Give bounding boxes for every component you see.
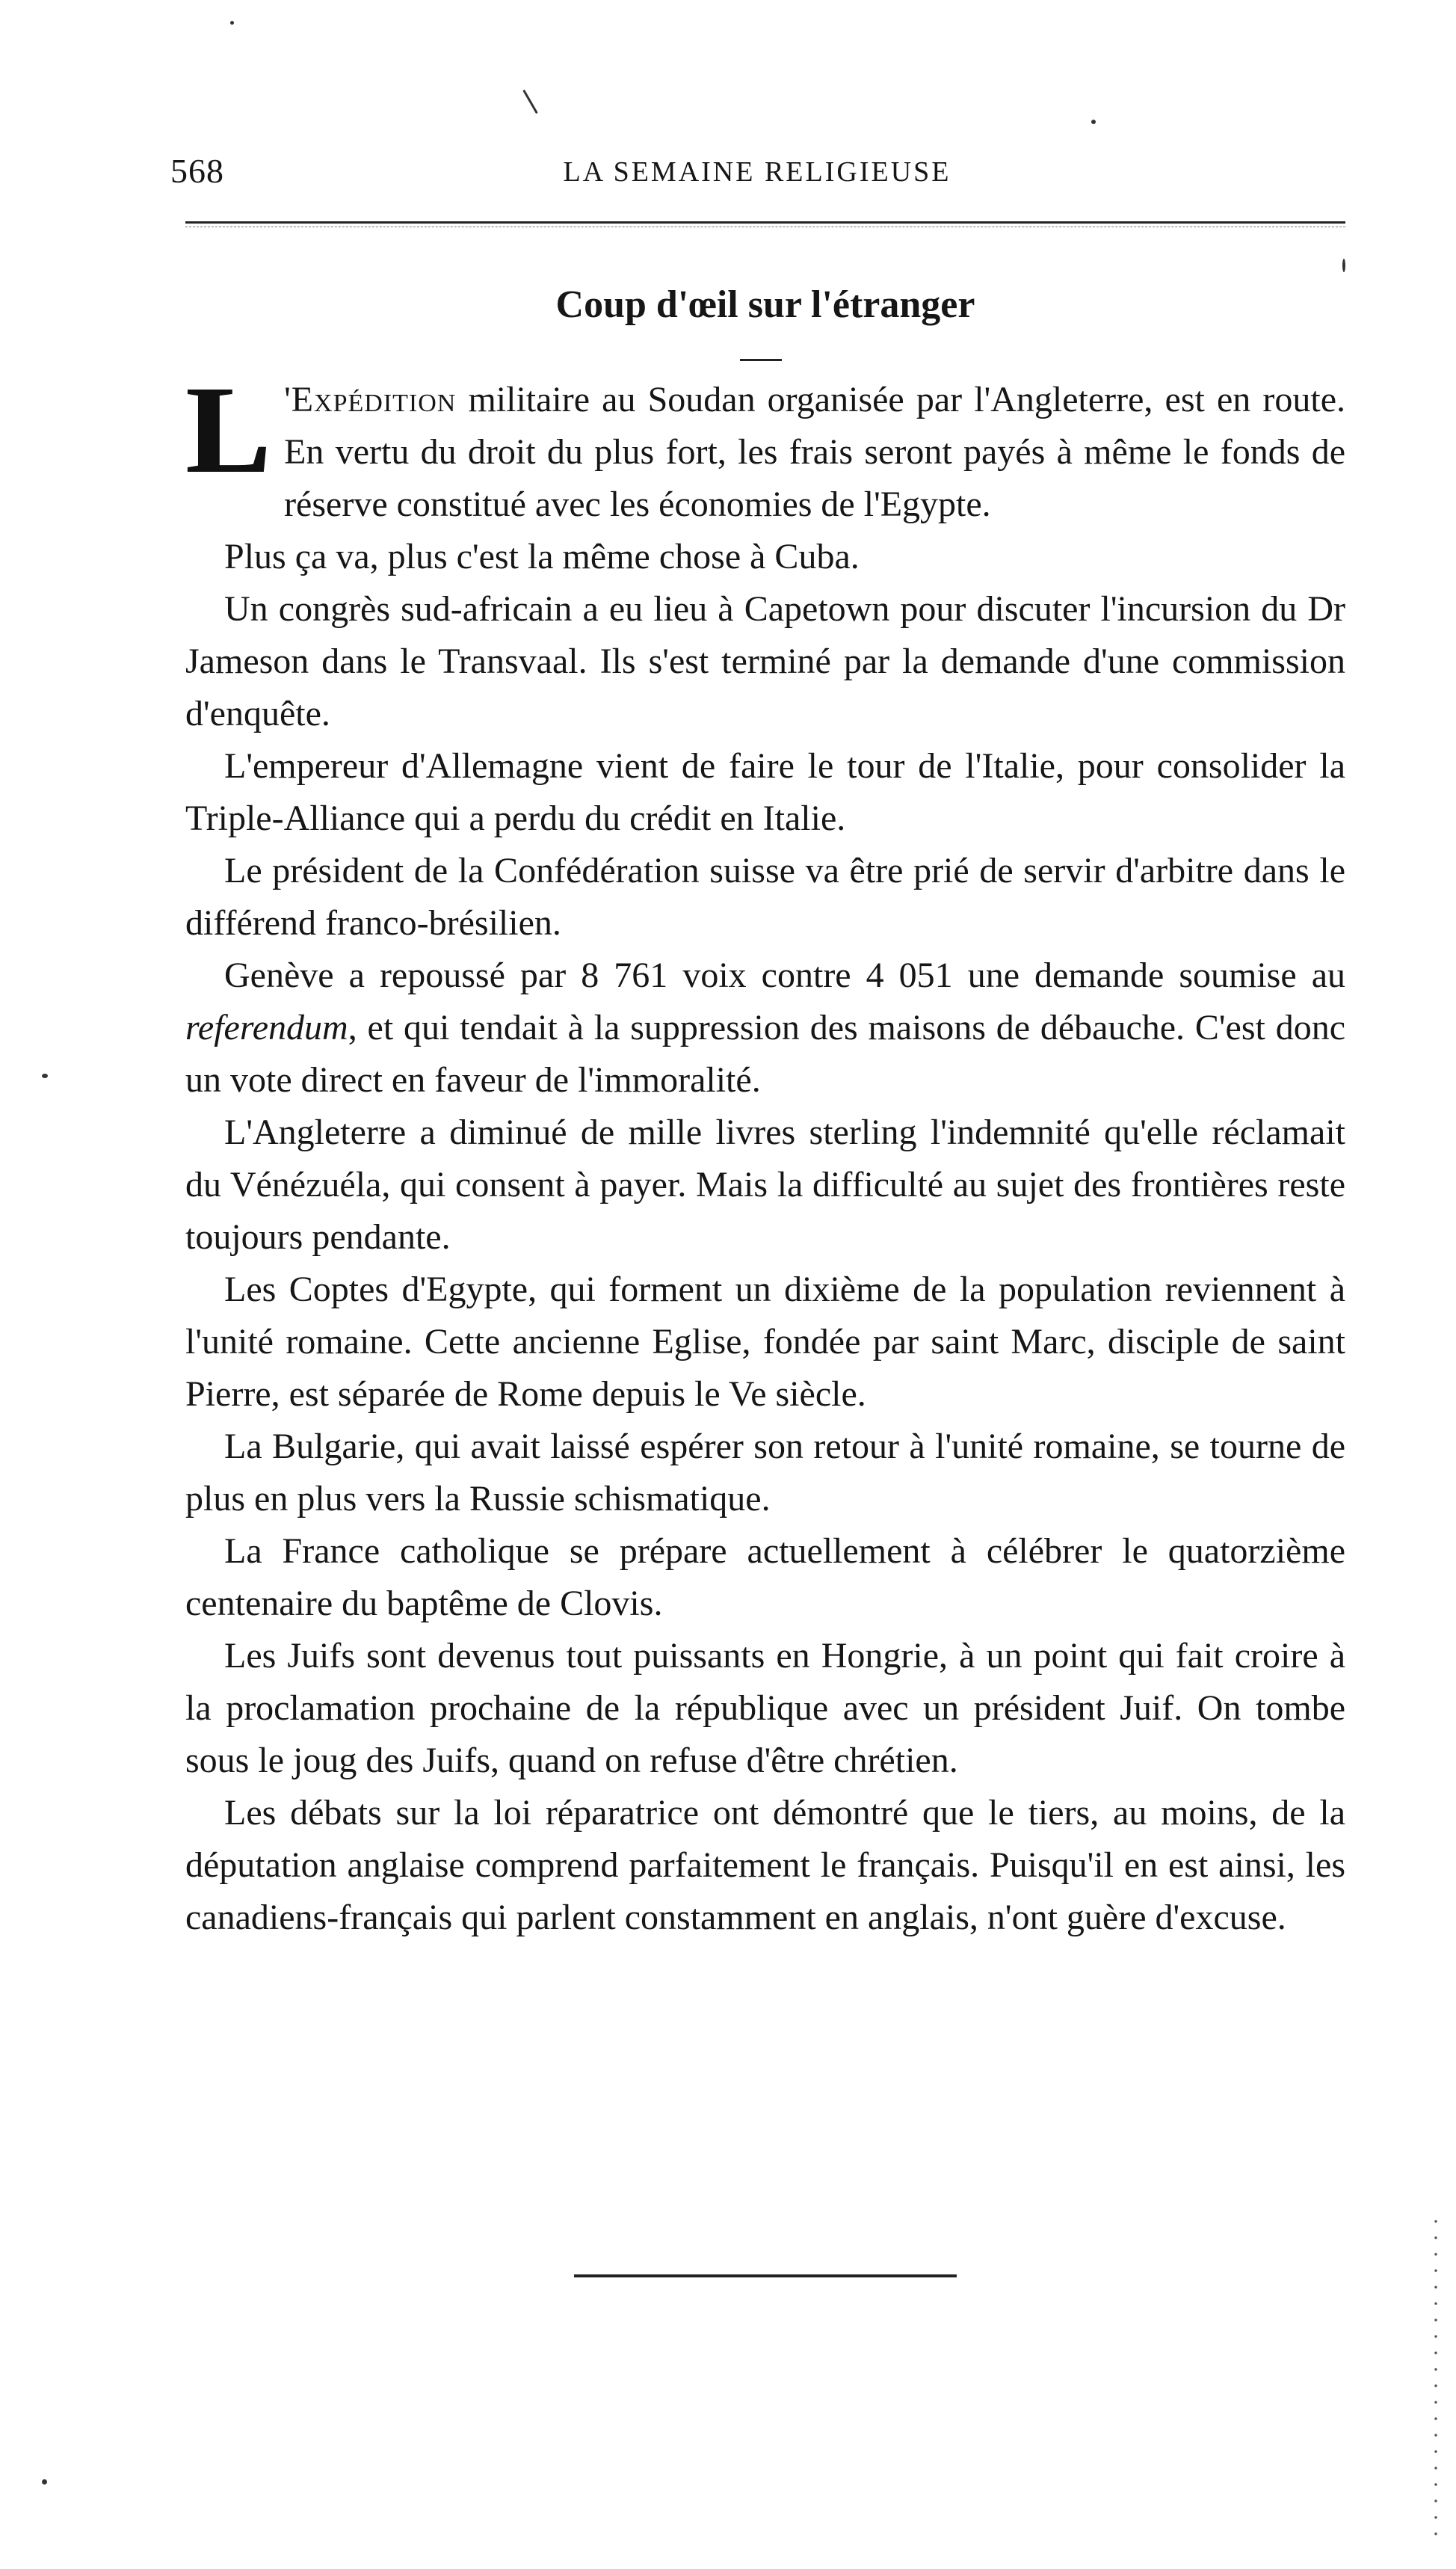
paragraph-12: Les débats sur la loi réparatrice ont démontré que le tiers, au moins, de la députation anglaise comprend parfaitement le français. Puisqu'il en est ainsi, les canadiens-français qui parlent constamment en anglais, n'ont guère d'excuse. bbox=[185, 1793, 1345, 1937]
paragraph-lead: 'Expédition bbox=[284, 380, 457, 419]
title-dash bbox=[740, 359, 782, 361]
paragraph-2: Plus ça va, plus c'est la même chose à Cuba. bbox=[224, 537, 860, 576]
section-title: Coup d'œil sur l'étranger bbox=[555, 283, 975, 326]
paragraph-9: La Bulgarie, qui avait laissé espérer son retour à l'unité romaine, se tourne de plus en plus vers la Russie schismatique. bbox=[185, 1427, 1345, 1519]
italic-term: referendum bbox=[185, 1008, 348, 1047]
header-rule bbox=[185, 221, 1345, 224]
paragraph-4: L'empereur d'Allemagne vient de faire le tour de l'Italie, pour consolider la Triple-Alliance qui a perdu du crédit en Italie. bbox=[185, 746, 1345, 838]
paragraph-5: Le président de la Confédération suisse va être prié de servir d'arbitre dans le différend franco-brésilien. bbox=[185, 851, 1345, 943]
running-header bbox=[170, 147, 1344, 199]
scan-speck bbox=[42, 1074, 48, 1078]
scan-speck bbox=[522, 90, 538, 114]
article-body bbox=[185, 360, 1345, 1944]
scan-speck bbox=[1342, 259, 1345, 272]
paragraph-1 bbox=[185, 360, 1345, 531]
scan-speck bbox=[1091, 120, 1096, 124]
closing-rule bbox=[574, 2274, 957, 2277]
paragraph-6 bbox=[185, 950, 1345, 1107]
paragraph-3: Un congrès sud-africain a eu lieu à Capetown pour discuter l'incursion du Dr Jameson dans le Transvaal. Ils s'est terminé par la demande d'une commission d'enquête. bbox=[185, 589, 1345, 733]
page-number: 568 bbox=[170, 152, 224, 190]
paragraph-11: Les Juifs sont devenus tout puissants en Hongrie, à un point qui fait croire à la proclamation prochaine de la république avec un président Juif. On tombe sous le joug des Juifs, quand on refuse d'être chrétien. bbox=[185, 1636, 1345, 1780]
scan-speck bbox=[230, 21, 234, 25]
paragraph-text: , et qui tendait à la suppression des maisons de débauche. C'est donc un vote direct en faveur de l'immoralité. bbox=[185, 1008, 1345, 1100]
paragraph-text: Genève a repoussé par 8 761 voix contre 4 051 une demande soumise au bbox=[224, 956, 1345, 995]
paragraph-7: L'Angleterre a diminué de mille livres sterling l'indemnité qu'elle réclamait du Vénézuéla, qui consent à payer. Mais la difficulté au sujet des frontières reste toujours pendante. bbox=[185, 1113, 1345, 1257]
paragraph-text: militaire au Soudan organisée par l'Angleterre, est en route. En vertu du droit du plus fort, les frais seront payés à même le fonds de réserve constitué avec les économies de l'Egypte. bbox=[284, 380, 1345, 524]
drop-cap-letter: L bbox=[185, 360, 270, 499]
paragraph-10: La France catholique se prépare actuellement à célébrer le quatorzième centenaire du baptême de Clovis. bbox=[185, 1531, 1345, 1623]
scan-edge-dots bbox=[1434, 2213, 1438, 2542]
running-title: LA SEMAINE RELIGIEUSE bbox=[563, 156, 951, 188]
scan-speck bbox=[42, 2479, 47, 2485]
paragraph-8: Les Coptes d'Egypte, qui forment un dixième de la population reviennent à l'unité romaine. Cette ancienne Eglise, fondée par saint Marc, disciple de saint Pierre, est séparée de Rome depuis le Ve siècle. bbox=[185, 1270, 1345, 1414]
